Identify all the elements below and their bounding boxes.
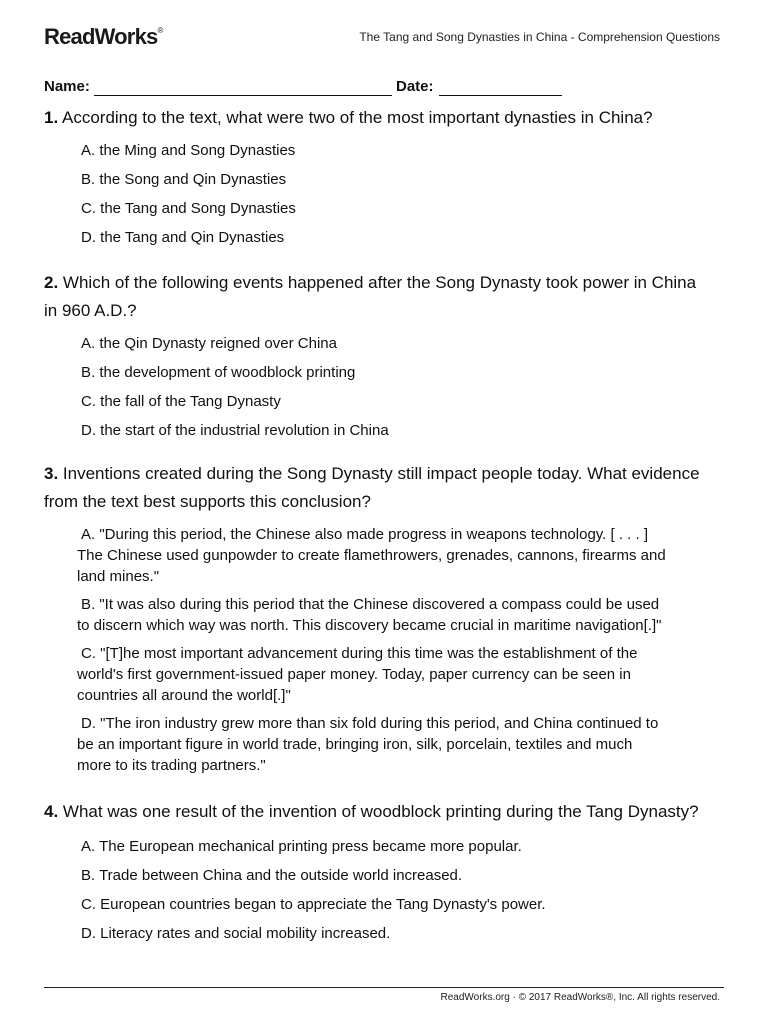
answer-option[interactable]: D. Literacy rates and social mobility increased. [81, 925, 391, 942]
answer-option[interactable] [77, 713, 717, 776]
name-label: Name: [44, 78, 90, 95]
readworks-logo [44, 24, 163, 50]
option-line: to discern which way was north. This discovery became crucial in maritime navigation[.]" [77, 617, 662, 634]
option-line: land mines." [77, 568, 160, 585]
name-date-row [44, 78, 724, 98]
question-1-options [81, 141, 721, 257]
registered-mark: ® [157, 26, 163, 35]
question-number: 2. [44, 273, 59, 292]
option-line: be an important figure in world trade, bringing iron, silk, porcelain, textiles and much [77, 736, 633, 753]
question-3-options [77, 524, 717, 783]
question-4 [44, 798, 724, 826]
option-line: A. "During this period, the Chinese also made progress in weapons technology. [ . . . ] [81, 526, 649, 543]
question-text: According to the text, what were two of the most important dynasties in China? [61, 108, 653, 127]
option-line: The Chinese used gunpowder to create flamethrowers, grenades, cannons, firearms and [77, 547, 666, 564]
name-field[interactable] [94, 78, 392, 96]
question-text: What was one result of the invention of woodblock printing during the Tang Dynasty? [62, 802, 699, 821]
question-4-options [81, 837, 721, 953]
question-number: 1. [44, 108, 59, 127]
question-2 [44, 269, 724, 325]
question-text-continued: from the text best supports this conclusion? [44, 492, 371, 511]
question-2-options [81, 334, 721, 450]
answer-option[interactable]: D. the start of the industrial revolution in China [81, 422, 389, 439]
question-text-continued: in 960 A.D.? [44, 301, 137, 320]
logo-text: ReadWorks [44, 24, 158, 49]
question-text: Inventions created during the Song Dynasty still impact people today. What evidence [62, 464, 700, 483]
option-line: world's first government-issued paper money. Today, paper currency can be seen in [77, 666, 631, 683]
question-number: 3. [44, 464, 59, 483]
answer-option[interactable]: C. the fall of the Tang Dynasty [81, 393, 281, 410]
footer-divider [44, 987, 724, 988]
answer-option[interactable] [77, 524, 717, 587]
answer-option[interactable]: B. the development of woodblock printing [81, 364, 356, 381]
option-line: more to its trading partners." [77, 757, 266, 774]
answer-option[interactable] [77, 643, 717, 706]
option-line: D. "The iron industry grew more than six fold during this period, and China continued to [81, 715, 659, 732]
answer-option[interactable]: B. Trade between China and the outside world increased. [81, 867, 463, 884]
question-number: 4. [44, 802, 59, 821]
answer-option[interactable]: A. the Ming and Song Dynasties [81, 142, 296, 159]
option-line: countries all around the world[.]" [77, 687, 291, 704]
date-field[interactable] [439, 78, 562, 96]
answer-option[interactable]: D. the Tang and Qin Dynasties [81, 229, 285, 246]
answer-option[interactable] [77, 594, 717, 636]
answer-option[interactable]: A. The European mechanical printing press became more popular. [81, 838, 522, 855]
option-line: B. "It was also during this period that the Chinese discovered a compass could be used [81, 596, 660, 613]
footer-copyright: ReadWorks.org · © 2017 ReadWorks®, Inc. All rights reserved. [440, 992, 720, 1003]
question-3 [44, 460, 724, 516]
answer-option[interactable]: A. the Qin Dynasty reigned over China [81, 335, 337, 352]
date-label: Date: [396, 78, 434, 95]
answer-option[interactable]: C. European countries began to appreciate the Tang Dynasty's power. [81, 896, 546, 913]
question-text: Which of the following events happened after the Song Dynasty took power in China [62, 273, 697, 292]
answer-option[interactable]: C. the Tang and Song Dynasties [81, 200, 296, 217]
answer-option[interactable]: B. the Song and Qin Dynasties [81, 171, 287, 188]
document-title: The Tang and Song Dynasties in China - Comprehension Questions [359, 30, 720, 44]
question-1 [44, 104, 724, 132]
option-line: C. "[T]he most important advancement during this time was the establishment of the [81, 645, 638, 662]
